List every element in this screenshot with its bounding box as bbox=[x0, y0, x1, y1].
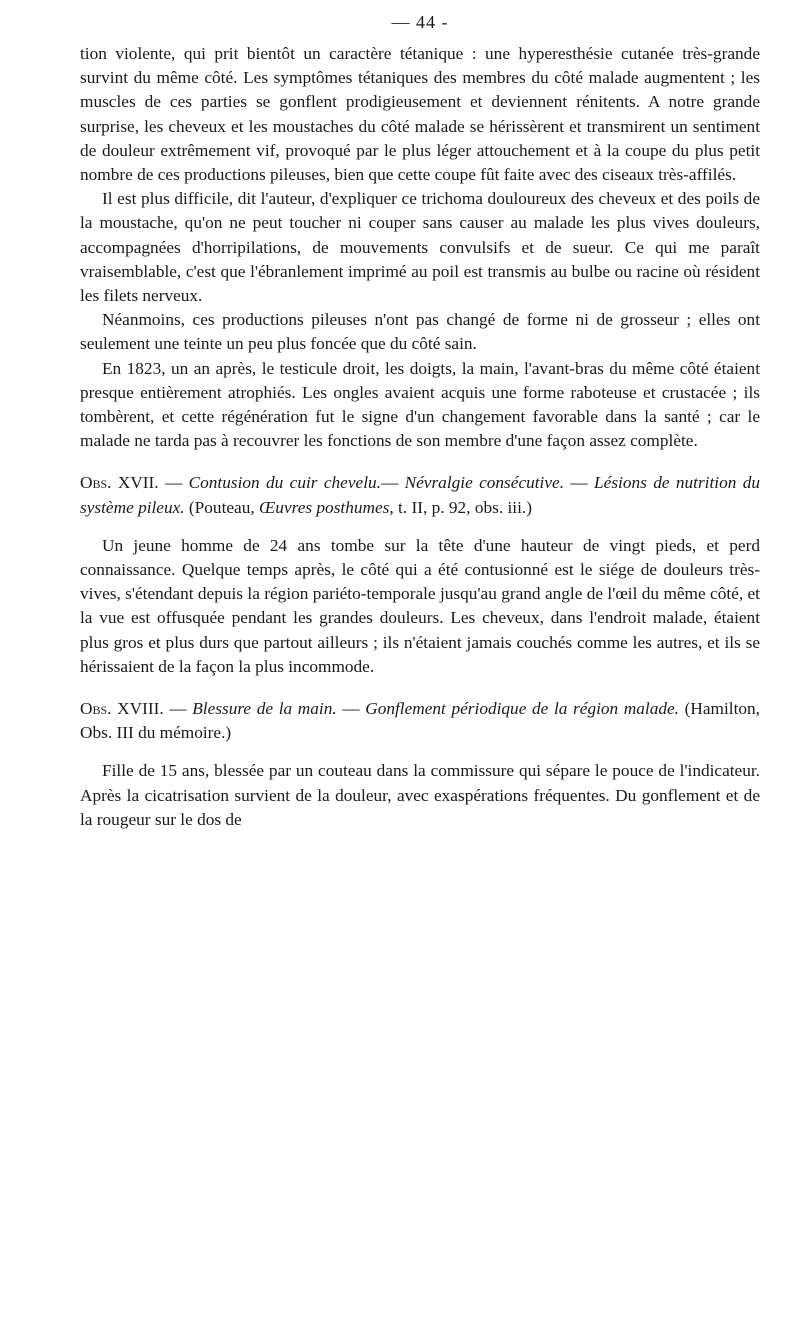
paragraph-1823: En 1823, un an après, le testicule droit, les doigts, la main, l'avant-bras du même côté étaient presque entièrement atrophiés. Les ongles avaient acquis une forme raboteuse et crustacée ; ils tombèrent, et cette régénération fut le signe d'un changement favorable dans la santé ; car le malade ne tarda pas à recouvrer les fonctions de son membre d'une façon assez complète. bbox=[80, 358, 760, 451]
paragraph-continuation: tion violente, qui prit bientôt un caractère tétanique : une hyperesthésie cutanée très-grande survint du même côté. Les symptômes tétaniques des membres du côté malade augmentent ; les muscles de ces parties se gonflent prodigieusement et deviennent rénitents. A notre grande surprise, les cheveux et les moustaches du côté malade se hérissèrent et transmirent un sentiment de douleur extrêmement vif, provoqué par le plus léger attouchement et à la coupe du plus petit nombre de ces productions pileuses, bien que cette coupe fût faite avec des ciseaux très-affilés. bbox=[80, 44, 760, 185]
observation-18-dash-2: — bbox=[336, 699, 366, 719]
observation-17-source-title: Œuvres posthumes bbox=[259, 497, 390, 517]
observation-17-label: Obs. XVII. bbox=[80, 473, 159, 493]
observation-18-dash-1: — bbox=[163, 699, 193, 719]
observation-17-title-1: Contusion du cuir chevelu. bbox=[188, 473, 381, 493]
observation-17-source-rest: , t. II, p. 92, obs. iii.) bbox=[389, 497, 532, 517]
observation-18-source: (Hamilton, Obs. III du mémoire.) bbox=[80, 699, 760, 743]
observation-17-title-2: Névralgie consécutive. bbox=[404, 473, 565, 493]
observation-17-dash-3: — bbox=[564, 473, 595, 493]
observation-18-heading bbox=[80, 697, 760, 745]
observation-18-text: Fille de 15 ans, blessée par un couteau dans la commissure qui sépare le pouce de l'indicateur. Après la cicatrisation survient de la douleur, avec exaspérations fréquentes. Du gonflement et de la rougeur sur le dos de bbox=[80, 761, 760, 829]
document-page bbox=[80, 10, 760, 832]
observation-18-title-1: Blessure de la main. bbox=[192, 699, 337, 719]
observation-17-dash-1: — bbox=[158, 473, 189, 493]
observation-18-label: Obs. XVIII. bbox=[80, 699, 164, 719]
observation-17-title-3: Lésions de nutrition du système pileux. bbox=[80, 473, 760, 517]
paragraph-productions-pileuses: Néanmoins, ces productions pileuses n'ont pas changé de forme ni de grosseur ; elles ont seulement une teinte un peu plus foncée que du côté sain. bbox=[80, 310, 760, 354]
observation-17-dash-2: — bbox=[380, 473, 405, 493]
observation-17-heading bbox=[80, 471, 760, 519]
observation-17-text: Un jeune homme de 24 ans tombe sur la tête d'une hauteur de vingt pieds, et perd connaissance. Quelque temps après, le côté qui a été contusionné est le siége de douleurs très-vives, s'étendant depuis la région pariéto-temporale jusqu'au grand angle de l'œil du même côté, et la vue est offusquée pendant les grandes douleurs. Les cheveux, dans l'endroit malade, étaient plus gros et plus durs que partout ailleurs ; ils n'étaient jamais couchés comme les autres, et ils se hérissaient de la façon la plus incommode. bbox=[80, 535, 760, 676]
observation-17-source-open: (Pouteau, bbox=[184, 497, 259, 517]
paragraph-trichoma: Il est plus difficile, dit l'auteur, d'expliquer ce trichoma douloureux des cheveux et des poils de la moustache, qu'on ne peut toucher ni couper sans causer au malade les plus vives douleurs, accompagnées d'horripilations, de mouvements convulsifs et de sueur. Ce qui me paraît vraisemblable, c'est que l'ébranlement imprimé au poil est transmis au bulbe ou racine où résident les filets nerveux. bbox=[80, 189, 760, 306]
page-number: — 44 - bbox=[391, 12, 449, 32]
observation-18-title-2: Gonflement périodique de la région malade. bbox=[365, 699, 679, 719]
